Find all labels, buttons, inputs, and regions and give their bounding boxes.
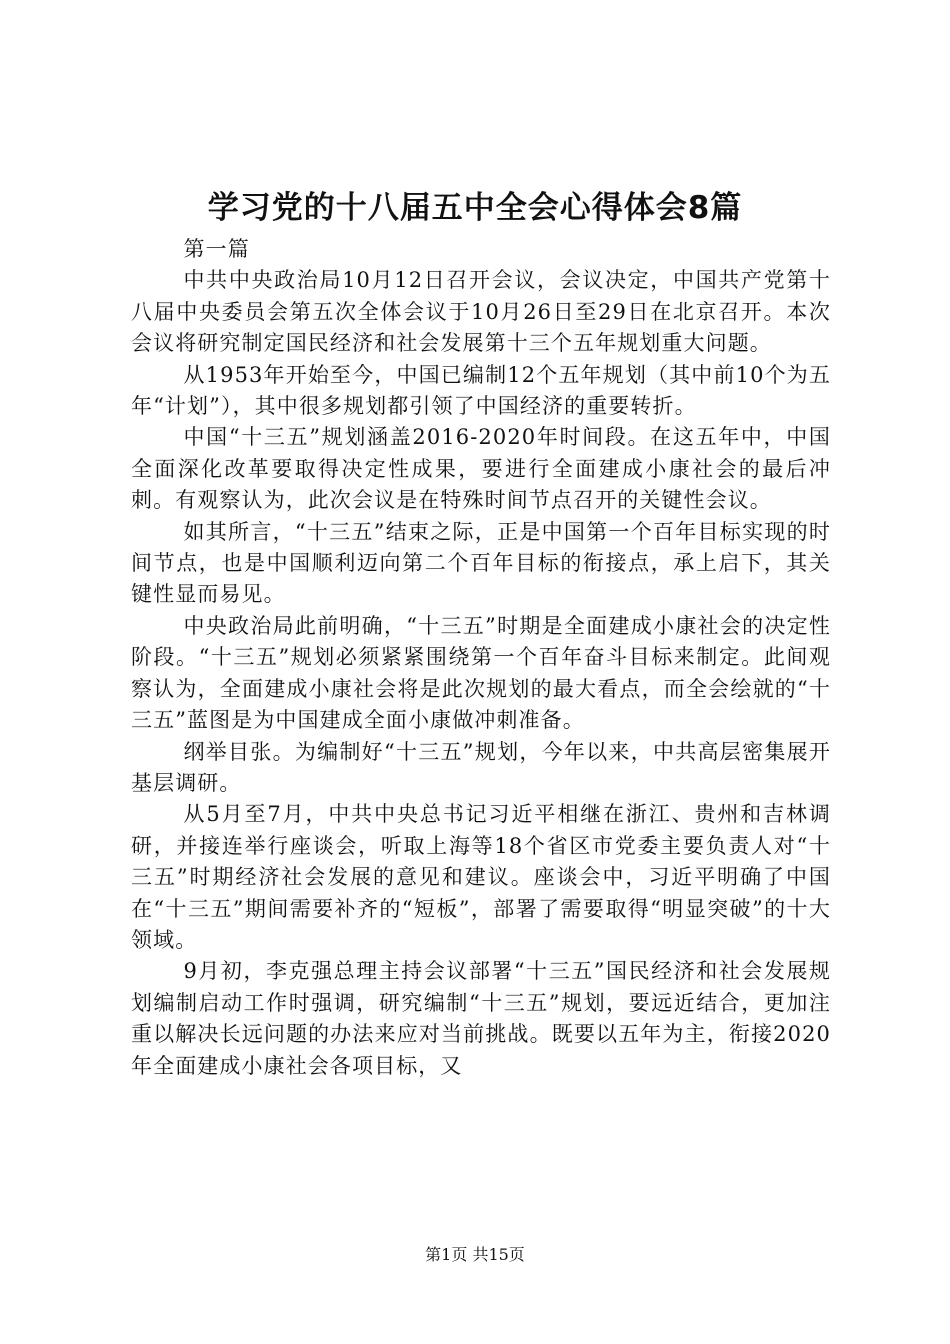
- paragraph: 中央政治局此前明确，“十三五”时期是全面建成小康社会的决定性阶段。“十三五”规划必须紧紧围绕第一个百年奋斗目标来制定。此间观察认为，全面建成小康社会将是此次规划的最大看点，而全会绘就的“十三五”蓝图是为中国建成全面小康做冲刺准备。: [131, 613, 831, 733]
- paragraph: 从1953年开始至今，中国已编制12个五年规划（其中前10个为五年“计划”），其中很多规划都引领了中国经济的重要转折。: [131, 362, 831, 419]
- paragraph: 中共中央政治局10月12日召开会议，会议决定，中国共产党第十八届中央委员会第五次全体会议于10月26日至29日在北京召开。本次会议将研究制定国民经济和社会发展第十三个五年规划重大问题。: [131, 268, 831, 356]
- document-title: 学习党的十八届五中全会心得体会8篇: [207, 190, 743, 226]
- paragraph: 中国“十三五”规划涵盖2016-2020年时间段。在这五年中，中国全面深化改革要取得决定性成果，要进行全面建成小康社会的最后冲刺。有观察认为，此次会议是在特殊时间节点召开的关键性会议。: [131, 425, 831, 513]
- page-footer: 第1页 共15页: [425, 1245, 525, 1264]
- paragraph: 如其所言，“十三五”结束之际，正是中国第一个百年目标实现的时间节点，也是中国顺利迈向第二个百年目标的衔接点，承上启下，其关键性显而易见。: [131, 519, 831, 607]
- paragraph: 纲举目张。为编制好“十三五”规划，今年以来，中共高层密集展开基层调研。: [131, 739, 831, 795]
- section-heading: 第一篇: [183, 237, 250, 261]
- paragraph: 从5月至7月，中共中央总书记习近平相继在浙江、贵州和吉林调研，并接连举行座谈会，听取上海等18个省区市党委主要负责人对“十三五”时期经济社会发展的意见和建议。座谈会中，习近平明确了中国在“十三五”期间需要补齐的“短板”，部署了需要取得“明显突破”的十大领域。: [131, 802, 831, 952]
- document-body: [131, 234, 831, 1082]
- paragraph: 9月初，李克强总理主持会议部署“十三五”国民经济和社会发展规划编制启动工作时强调，研究编制“十三五”规划，要远近结合，更加注重以解决长远问题的办法来应对当前挑战。既要以五年为主，衔接2020年全面建成小康社会各项目标，又: [131, 959, 831, 1078]
